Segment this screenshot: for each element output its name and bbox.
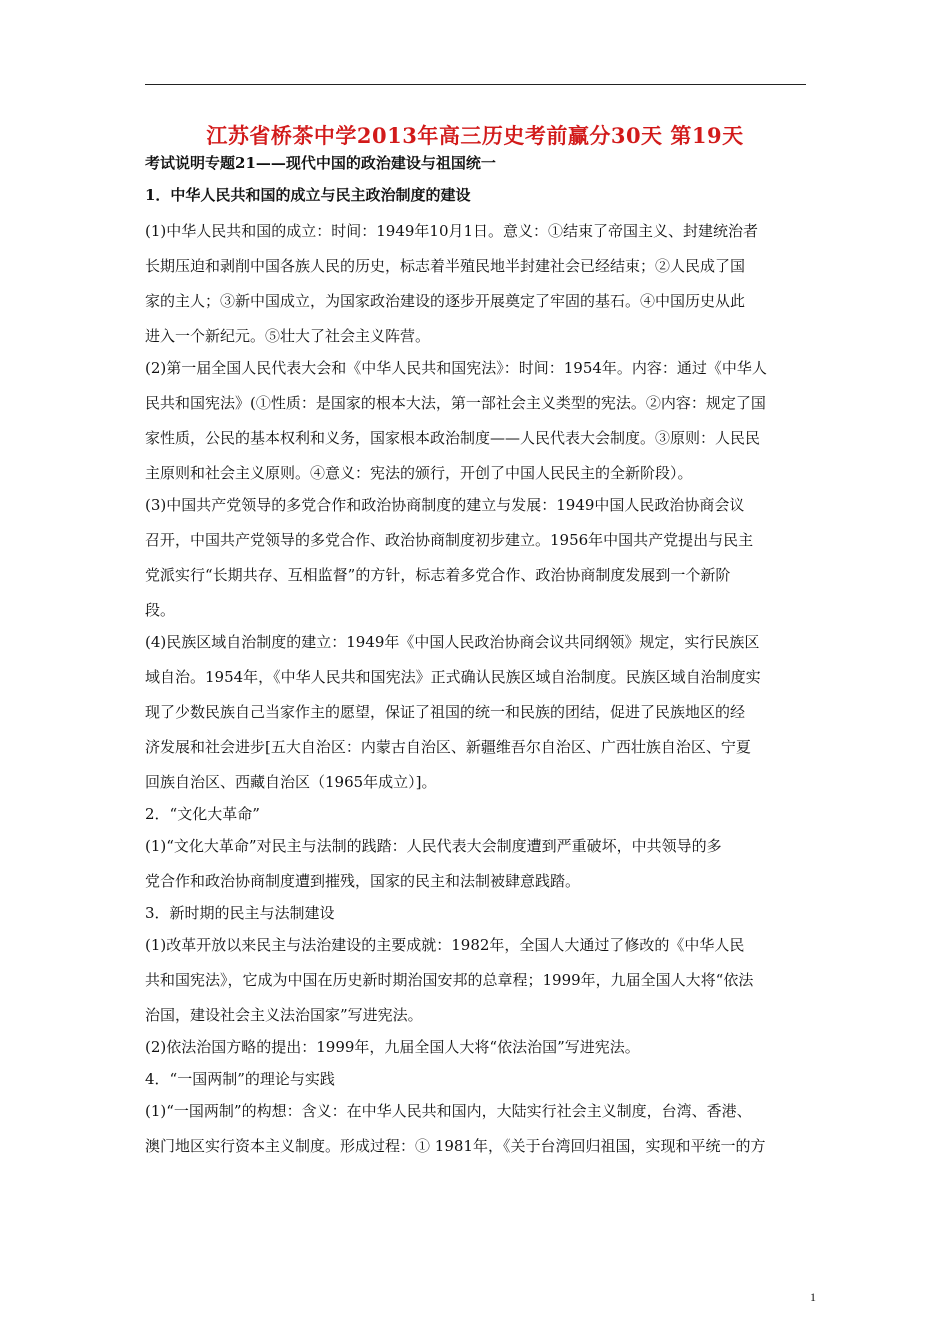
text-line: (1)“文化大革命”对民主与法制的践踏：人民代表大会制度遭到严重破坏，中共领导的多 <box>145 837 722 855</box>
text-line: 党合作和政治协商制度遭到摧残，国家的民主和法制被肆意践踏。 <box>145 872 581 890</box>
text-line: 召开，中国共产党领导的多党合作、政治协商制度初步建立。1956年中国共产党提出与民主 <box>145 531 754 549</box>
text-line: 家性质，公民的基本权利和义务，国家根本政治制度——人民代表大会制度。③原则：人民民 <box>145 429 761 447</box>
document-body <box>145 154 807 1156</box>
text-line: 济发展和社会进步[五大自治区：内蒙古自治区、新疆维吾尔自治区、广西壮族自治区、宁夏 <box>145 738 751 756</box>
text-line: 共和国宪法》，它成为中国在历史新时期治国安邦的总章程；1999年，九届全国人大将“依法 <box>145 971 754 989</box>
text-line: 主原则和社会主义原则。④意义：宪法的颁行，开创了中国人民民主的全新阶段）。 <box>145 464 693 482</box>
text-line: (2)第一届全国人民代表大会和《中华人民共和国宪法》：时间：1954年。内容：通过《中华人 <box>145 359 767 377</box>
text-line: 段。 <box>145 601 176 619</box>
text-line: 2．“文化大革命” <box>145 805 260 823</box>
text-line: (2)依法治国方略的提出：1999年，九届全国人大将“依法治国”写进宪法。 <box>145 1038 640 1056</box>
text-line: 家的主人；③新中国成立，为国家政治建设的逐步开展奠定了牢固的基石。④中国历史从此 <box>145 292 746 310</box>
text-line: (1)“一国两制”的构想：含义：在中华人民共和国内，大陆实行社会主义制度，台湾、香港、 <box>145 1102 752 1120</box>
document-title: 江苏省桥茶中学2013年高三历史考前赢分30天 第19天 <box>206 123 744 148</box>
text-line: 进入一个新纪元。⑤壮大了社会主义阵营。 <box>145 327 431 345</box>
text-line: 4．“一国两制”的理论与实践 <box>145 1070 335 1088</box>
text-line: 长期压迫和剥削中国各族人民的历史，标志着半殖民地半封建社会已经结束；②人民成了国 <box>145 257 746 275</box>
text-line: (4)民族区域自治制度的建立：1949年《中国人民政治协商会议共同纲领》规定，实行民族区 <box>145 633 760 651</box>
text-line: (1)中华人民共和国的成立：时间：1949年10月1日。意义：①结束了帝国主义、封建统治者 <box>145 222 759 240</box>
text-line: 现了少数民族自己当家作主的愿望，保证了祖国的统一和民族的团结，促进了民族地区的经 <box>145 703 746 721</box>
text-line: 澳门地区实行资本主义制度。形成过程：① 1981年，《关于台湾回归祖国，实现和平统一的方 <box>145 1137 766 1155</box>
text-line: 治国，建设社会主义法治国家”写进宪法。 <box>145 1006 423 1024</box>
text-line: (3)中国共产党领导的多党合作和政治协商制度的建立与发展：1949中国人民政治协商会议 <box>145 496 745 514</box>
section-heading: 1．中华人民共和国的成立与民主政治制度的建设 <box>145 186 471 204</box>
page-number: 1 <box>810 1290 816 1304</box>
text-line: 3．新时期的民主与法制建设 <box>145 904 335 922</box>
text-line: (1)改革开放以来民主与法治建设的主要成就：1982年，全国人大通过了修改的《中华人民 <box>145 936 745 954</box>
text-line: 回族自治区、西藏自治区（1965年成立）]。 <box>145 773 437 791</box>
section-heading: 考试说明专题21——现代中国的政治建设与祖国统一 <box>145 154 496 172</box>
text-line: 党派实行“长期共存、互相监督”的方针，标志着多党合作、政治协商制度发展到一个新阶 <box>145 566 731 584</box>
text-line: 域自治。1954年，《中华人民共和国宪法》正式确认民族区域自治制度。民族区域自治制度实 <box>145 668 761 686</box>
text-line: 民共和国宪法》(①性质：是国家的根本大法，第一部社会主义类型的宪法。②内容：规定了国 <box>145 394 766 412</box>
header-rule <box>145 84 806 85</box>
